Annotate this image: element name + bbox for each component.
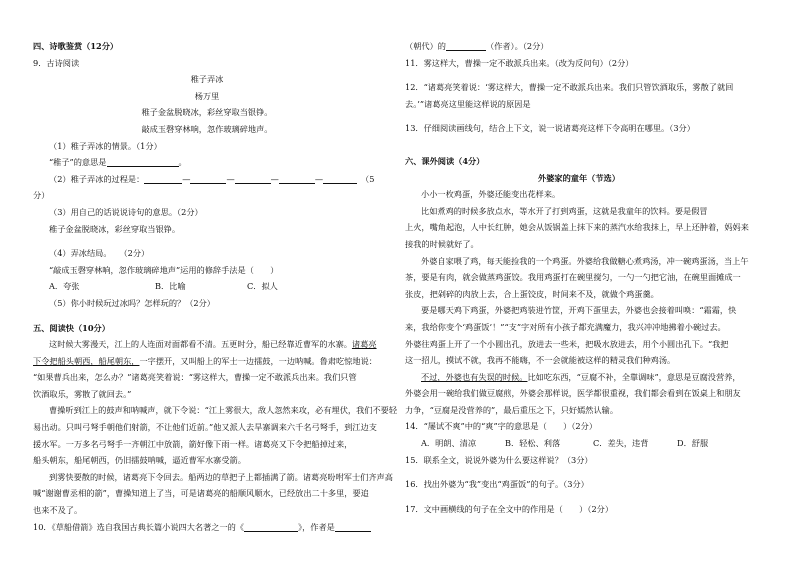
- question-13: 13．仔细阅读画线句，结合上下文，说一说诸葛亮这样下令高明在哪里。（3分）: [405, 123, 695, 134]
- question-9-2-score-cont: 分）: [33, 190, 50, 201]
- story-p4-line4: 这一招儿，摸试不就，我再不能嗨，不一会就能被这样的精灵我们种鸡汤。: [405, 355, 676, 366]
- question-10-continued: （朝代）的 （作者）。（2分）: [405, 41, 549, 51]
- story-p2-line2: 上火，嘴角起泡，人中长红肿，她会从饭锅盖上抹下来的蒸汽水给我抹上，早上还肿着，妈妈来: [405, 222, 749, 233]
- passage-p1-line4: 饮酒取乐，雾散了就回去。”: [33, 388, 132, 399]
- option-a[interactable]: A．明朗、清凉: [421, 438, 477, 449]
- question-9-3-poem: 稚子金盆脱晓冰，彩丝穿取当银铮。: [49, 223, 181, 234]
- question-9-5: （5）你小时候玩过冰吗？怎样玩的？（2分）: [49, 297, 215, 308]
- question-12-line1: 12．“诸葛亮笑着说：‘雾这样大，曹操一定不敢派兵出来。我们只管饮酒取乐，雾散了就回: [405, 82, 734, 93]
- story-p4-line2: 来，我给你变个‘鸡蛋饭’！”“支”字对所有小孩子都充满魔力，我兴冲冲地拂着小碗过去。: [405, 321, 726, 332]
- passage-p2-line1: 曹操听到江上的鼓声和呐喊声，就下令说：“江上雾很大，敌人忽然来攻，必有埋伏，我们不要轻: [49, 405, 398, 416]
- question-14-options: [405, 435, 753, 452]
- answer-blank[interactable]: [107, 157, 179, 167]
- answer-blank[interactable]: [144, 174, 182, 184]
- answer-blank[interactable]: [279, 174, 315, 184]
- question-9-1-prompt: “稚子”的意思是 。: [49, 157, 187, 168]
- left-column: [33, 38, 398, 535]
- passage-p1-line2: 下令把船头朝西，船尾朝东，一字摆开，又叫船上的军士一边擂鼓，一边呐喊。鲁肃吃惊地说：: [33, 355, 377, 366]
- answer-blank[interactable]: [323, 174, 357, 184]
- question-9-title: 9．古诗阅读: [33, 57, 80, 68]
- story-p5-line3: 力争，“豆腐是没营养的”，最后重压之下，只好嫣然认输。: [405, 404, 619, 415]
- poem-line-2: 敲成玉磬穿林响，忽作玻璃碎地声。: [141, 123, 273, 134]
- passage-p3-line1: 到雾快要散的时候，诸葛亮下令回去。船两边的草把子上都插满了箭。诸葛亮吩咐军士们齐声高: [49, 471, 393, 482]
- question-12-line2: 去。’”诸葛亮这里能这样说的原因是: [405, 98, 531, 109]
- passage-p3-line2: 喊“谢谢曹丞相的箭”，曹操知道上了当，可是诸葛亮的船顺风顺水，已经放出二十多里，要追: [33, 488, 369, 499]
- question-9-4: （4）弄冰结局。 （2分）: [49, 248, 150, 259]
- story-p5-line2: 外婆会用一碗给我们做豆腐煎，外婆会那样说，医学都很重视，我们都会看到在饭桌上和朋友: [405, 388, 741, 399]
- question-17: 17．文中画横线的句子在全文中的作用是（ ）（2分）: [405, 503, 614, 514]
- story-p5-line1: 不过，外婆也有失误的时候。比如吃东西，“豆腐不补，全靠调味”，意思是豆腐没营养，: [421, 371, 741, 382]
- poem-title: 稚子弄冰: [190, 74, 224, 85]
- story-p4-line1: 要是哪天鸡下鸡蛋，外婆把鸡装进竹筐，开鸡下蛋里去，外婆也会接着叫唤：“霜霜，快: [421, 305, 737, 316]
- question-10: 10．《草船借箭》选自我国古典长篇小说四大名著之一的《 》，作者是: [33, 519, 381, 536]
- answer-blank[interactable]: [235, 174, 271, 184]
- answer-blank[interactable]: [446, 41, 486, 51]
- passage-p2-line3: 援水军。一万多名弓弩手一齐朝江中放箭，箭好像下雨一样。诸葛亮又下令把船掉过来，: [33, 438, 353, 449]
- story-p4-line3: 外婆往鸡蛋上开了一个小圆出孔，放进去一些米，把吸水放进去，用个小圆出孔下。“我把: [405, 338, 729, 349]
- story-p2-line1: 比如煮鸡的时候多放点水，等水开了打到鸡蛋，这就是我童年的饮料。要是假冒: [421, 205, 708, 216]
- poem-author: 杨万里: [194, 90, 220, 101]
- question-14: 14．“屡试不爽”中的“爽”字的意思是（ ）（2分）: [405, 421, 598, 432]
- answer-blank[interactable]: [190, 174, 226, 184]
- story-p2-line3: 接我的时候就好了。: [405, 238, 479, 249]
- question-9-4-options: [33, 278, 381, 295]
- story-title: 外婆家的童年（节选）: [538, 172, 620, 183]
- passage-p2-line4: 船头朝东，船尾朝西，仍旧擂鼓呐喊，逼近曹军水寨受箭。: [33, 455, 246, 466]
- passage-p2-line2: 易出动。只叫弓弩手朝他们射箭，不让他们近前。”他又派人去旱寨调来六千名弓弩手，到江边支: [33, 422, 377, 433]
- story-p3-line1: 外婆自家喂了鸡，每天能捡我的一个鸡蛋。外婆给我做糖心煮鸡汤，冲一碗鸡蛋汤，当上午: [421, 255, 749, 266]
- question-11: 11．雾这样大，曹操一定不敢派兵出来。（改为反问句）（2分）: [405, 57, 634, 68]
- question-9-3: （3）用自己的话说说诗句的意思。（2分）: [49, 206, 203, 217]
- story-p3-line3: 张皮，把剁碎的肉放上去，合上蛋饺皮，时间来不及，就做个鸡蛋羹。: [405, 288, 659, 299]
- passage-p3-line3: 也来不及了。: [33, 505, 83, 516]
- section-4-title: 四、诗歌鉴赏（12分）: [33, 41, 119, 51]
- section-6-title: 六、课外阅读（4分）: [405, 155, 485, 166]
- answer-blank[interactable]: [244, 522, 298, 532]
- answer-blank[interactable]: [335, 522, 371, 532]
- question-9-2: （2）稚子弄冰的过程是： — — — — （5: [49, 173, 375, 184]
- section-5-title: 五、阅读快（10分）: [33, 322, 110, 333]
- option-a[interactable]: A．夸张: [49, 281, 80, 292]
- option-c[interactable]: C．拟人: [247, 281, 278, 292]
- option-d[interactable]: D．舒服: [677, 438, 709, 449]
- right-column: [405, 38, 753, 517]
- story-p3-line2: 茶，要是有肉，就会做蒸鸡蛋饺。我用鸡蛋打在碗里搅匀，一勺一勺把它油，在碗里面摊成一: [405, 272, 741, 283]
- option-b[interactable]: B．轻松、利落: [505, 438, 561, 449]
- passage-p1-line3: “如果曹兵出来，怎么办？”诸葛亮笑着说：“雾这样大，曹操一定不敢派兵出来。我们只管: [33, 372, 357, 383]
- question-15: 15．联系全文，说说外婆为什么要这样说？（3分）: [405, 454, 593, 465]
- question-9-4-prompt: “敲成玉磬穿林响，忽作玻璃碎地声”运用的修辞手法是（ ）: [49, 264, 279, 275]
- option-b[interactable]: B．比喻: [155, 281, 186, 292]
- story-p1: 小小一枚鸡蛋，外婆还能变出花样来。: [421, 189, 561, 200]
- passage-p1-line1: 这时候大雾漫天，江上的人连面对面都看不清。五更时分，船已经靠近曹军的水寨。诸葛亮: [49, 339, 377, 350]
- question-16: 16．找出外婆为“我”变出“鸡蛋饭”的句子。（3分）: [405, 479, 589, 490]
- question-9-1: （1）稚子弄冰的情景。（1分）: [49, 140, 162, 151]
- poem-line-1: 稚子金盆脱晓冰，彩丝穿取当银铮。: [141, 107, 273, 118]
- option-c[interactable]: C．差失，违背: [593, 438, 649, 449]
